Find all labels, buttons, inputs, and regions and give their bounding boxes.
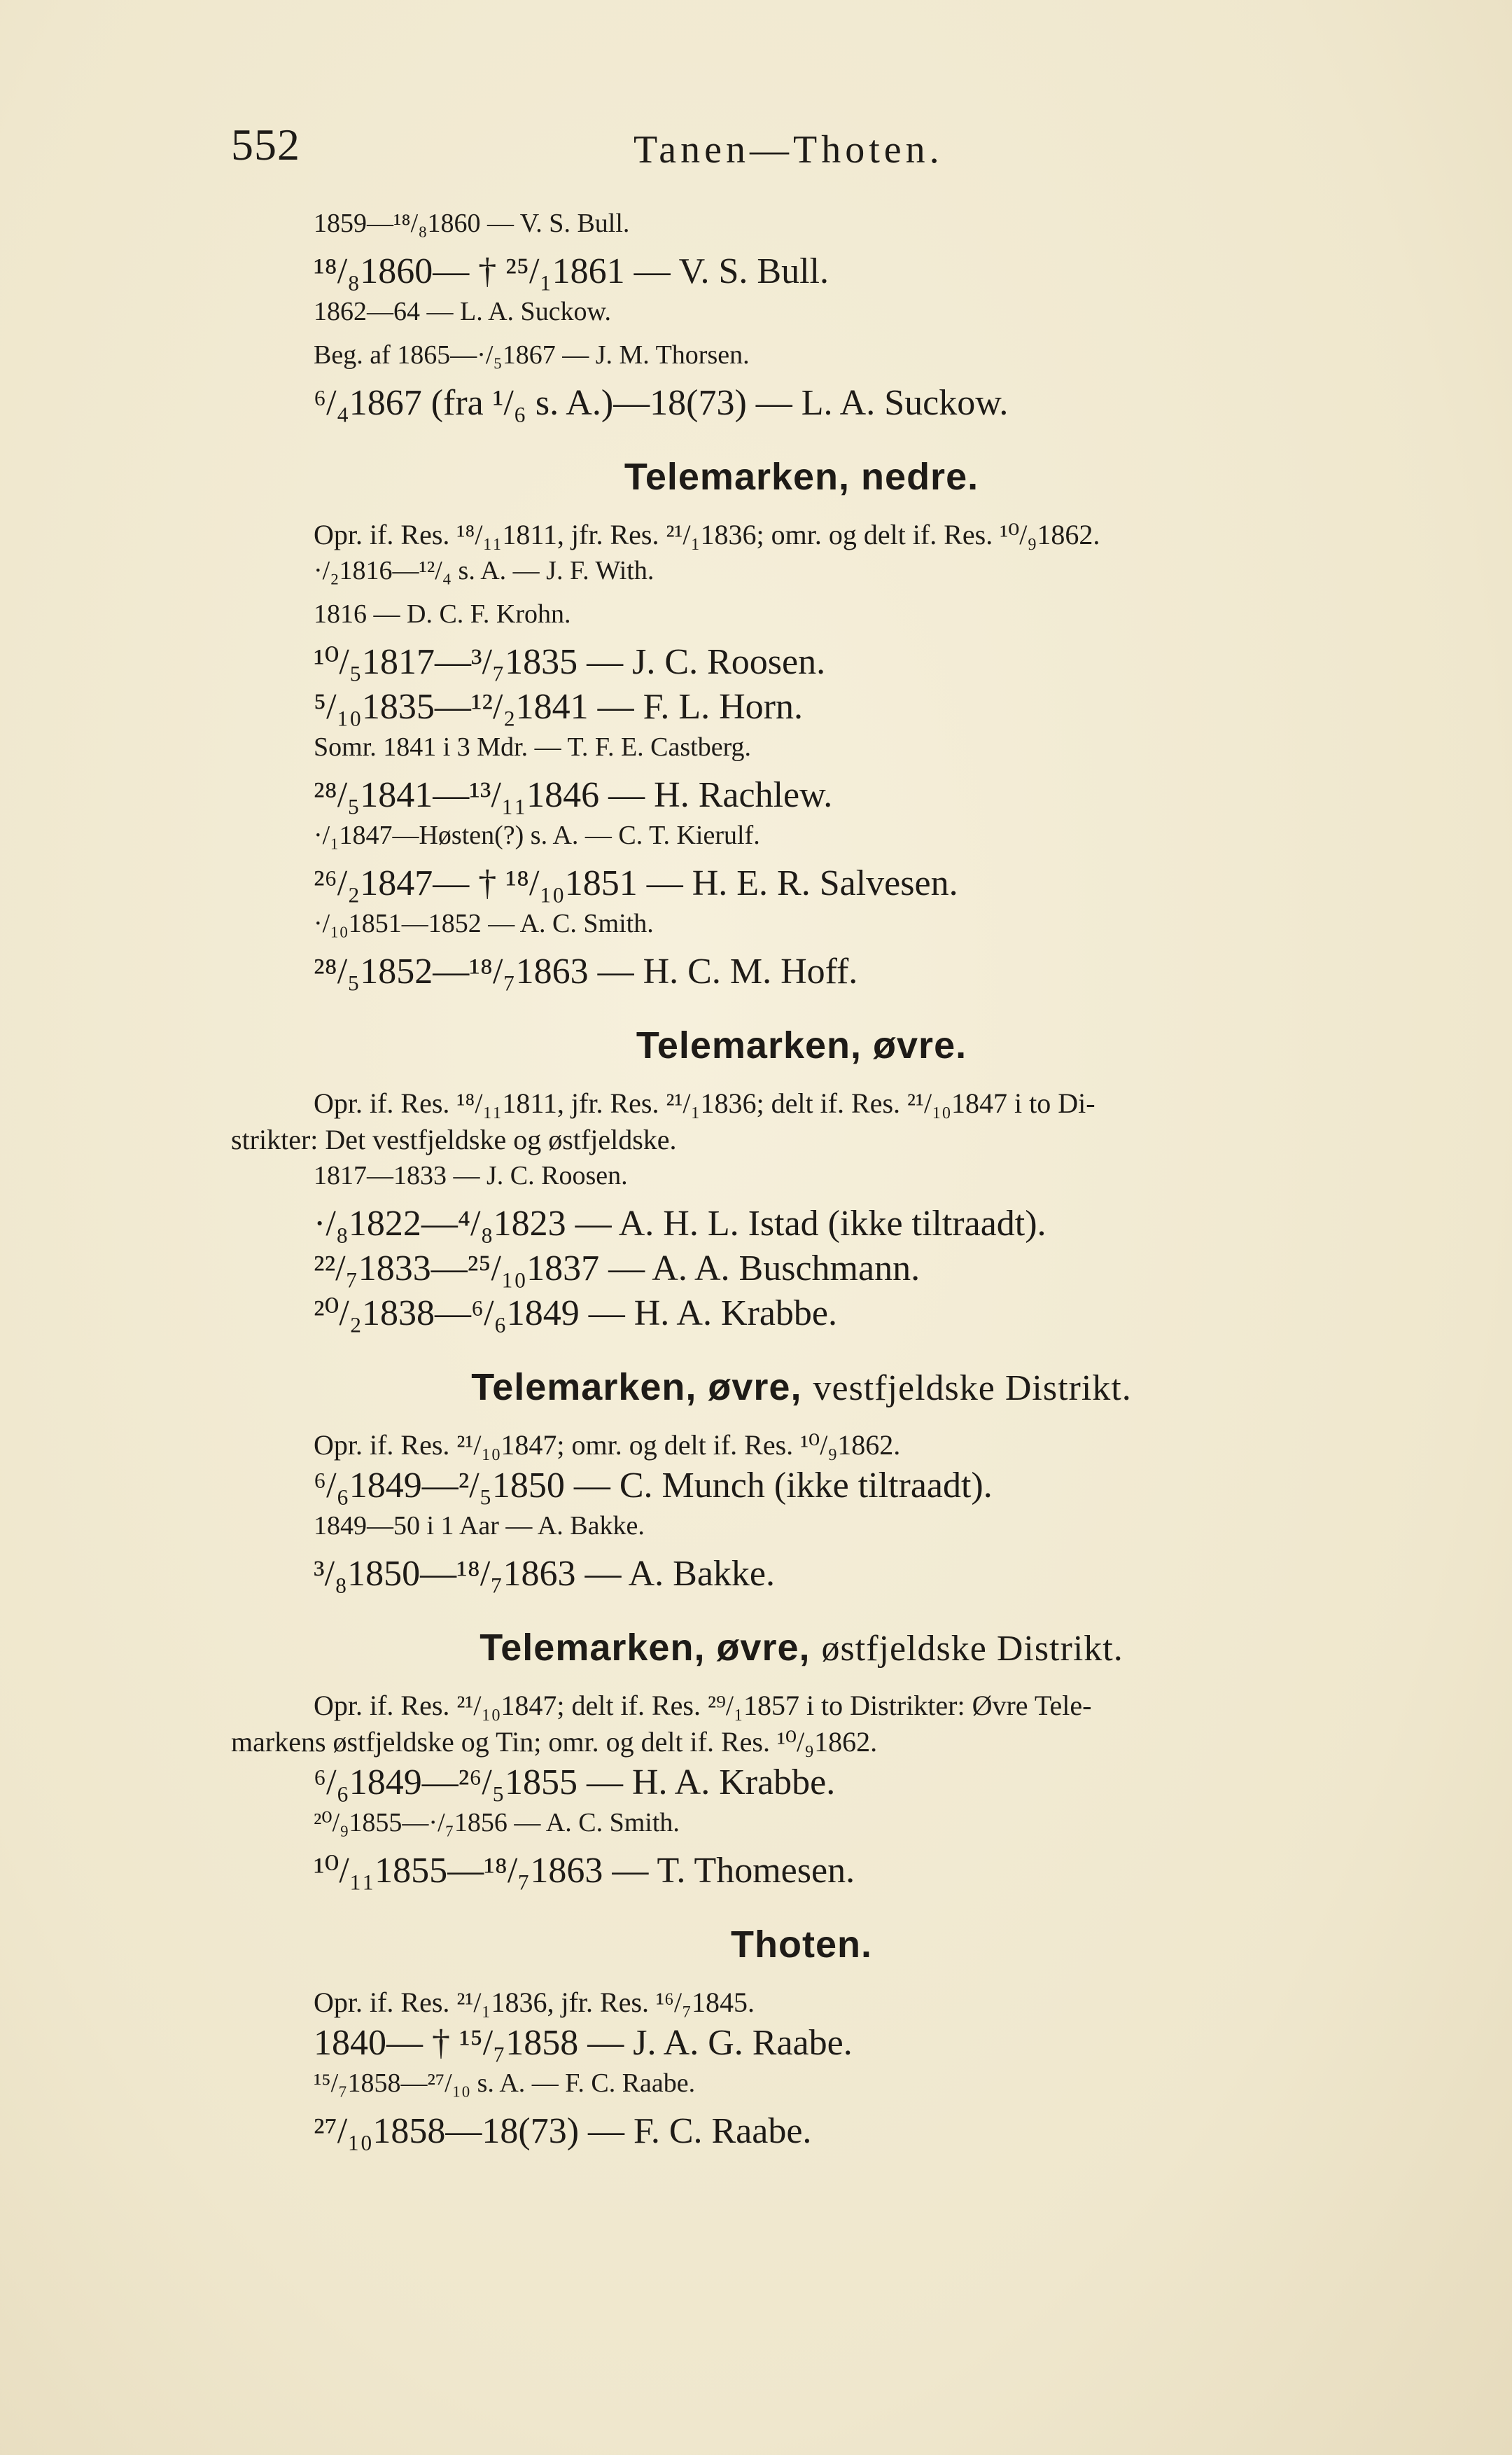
entry-line: ¹⁵/₇1858—²⁷/₁₀ s. A. — F. C. Raabe.	[314, 2068, 696, 2098]
note-line: Opr. if. Res. ²¹/₁1836, jfr. Res. ¹⁶/₇1845.	[314, 1987, 755, 2018]
section-telemarken-ovre-vest	[231, 1340, 1372, 1601]
section-heading: Telemarken, nedre.	[624, 456, 979, 498]
entry-line: ·/₈1822—⁴/₈1823 — A. H. L. Istad (ikke tiltraadt).	[314, 1204, 1046, 1244]
entry-line: ⁶/₆1849—²/₅1850 — C. Munch (ikke tiltraadt).	[314, 1466, 993, 1505]
entry-line: Somr. 1841 i 3 Mdr. — T. F. E. Castberg.	[314, 732, 752, 762]
entry-line: ²⁰/₂1838—⁶/₆1849 — H. A. Krabbe.	[314, 1293, 837, 1333]
entry-line: ·/₂1816—¹²/₄ s. A. — J. F. With.	[314, 556, 654, 585]
entry-line: 1817—1833 — J. C. Roosen.	[314, 1161, 628, 1190]
note-line: strikter: Det vestfjeldske og østfjeldske.	[231, 1124, 677, 1155]
entry-line: ²²/₇1833—²⁵/₁₀1837 — A. A. Buschmann.	[314, 1249, 920, 1288]
entry-line: ·/₁1847—Høsten(?) s. A. — C. T. Kierulf.	[314, 821, 760, 850]
entry-line: ⁶/₄1867 (fra ¹/₆ s. A.)—18(73) — L. A. Suckow.	[314, 383, 1009, 423]
section-heading-bold: Telemarken, øvre,	[479, 1627, 811, 1669]
note-line: markens østfjeldske og Tin; omr. og delt if. Res. ¹⁰/₉1862.	[231, 1726, 878, 1758]
entry-line: ³/₈1850—¹⁸/₇1863 — A. Bakke.	[314, 1554, 775, 1594]
entry-line: ⁶/₆1849—²⁶/₅1855 — H. A. Krabbe.	[314, 1762, 836, 1802]
entry-line: 1859—¹⁸/₈1860 — V. S. Bull.	[314, 209, 630, 238]
section-tanen	[231, 210, 1372, 430]
section-thoten	[231, 1898, 1372, 2158]
page-number: 552	[231, 120, 300, 169]
section-telemarken-ovre	[231, 999, 1372, 1340]
note-line: Opr. if. Res. ¹⁸/₁₁1811, jfr. Res. ²¹/₁1836; omr. og delt if. Res. ¹⁰/₉1862.	[314, 519, 1100, 550]
section-heading	[231, 1340, 1372, 1431]
entry-line: ²⁸/₅1852—¹⁸/₇1863 — H. C. M. Hoff.	[314, 952, 858, 992]
entry-line: ²⁶/₂1847— † ¹⁸/₁₀1851 — H. E. R. Salvesen.	[314, 863, 958, 903]
entry-line: ·/₁₀1851—1852 — A. C. Smith.	[314, 909, 654, 938]
entry-line: ¹⁰/₁₁1855—¹⁸/₇1863 — T. Thomesen.	[314, 1851, 855, 1891]
note-line: Opr. if. Res. ¹⁸/₁₁1811, jfr. Res. ²¹/₁1836; delt if. Res. ²¹/₁₀1847 i to Di-	[314, 1087, 1096, 1119]
section-heading-tail: østfjeldske Distrikt.	[821, 1629, 1124, 1669]
section-heading: Thoten.	[731, 1924, 872, 1966]
entry-line: 1840— † ¹⁵/₇1858 — J. A. G. Raabe.	[314, 2023, 853, 2063]
section-heading	[231, 1601, 1372, 1692]
page-header	[231, 112, 1365, 189]
note-line: Opr. if. Res. ²¹/₁₀1847; delt if. Res. ²⁹/₁1857 i to Distrikter: Øvre Tele-	[314, 1690, 1092, 1721]
entry-line: ¹⁸/₈1860— † ²⁵/₁1861 — V. S. Bull.	[314, 251, 829, 291]
entry-line: ²⁰/₉1855—·/₇1856 — A. C. Smith.	[314, 1808, 680, 1837]
section-telemarken-ovre-ost	[231, 1601, 1372, 1898]
entry-line: ⁵/₁₀1835—¹²/₂1841 — F. L. Horn.	[314, 687, 803, 727]
entry-line: ²⁸/₅1841—¹³/₁₁1846 — H. Rachlew.	[314, 775, 833, 815]
entry-line: Beg. af 1865—·/₅1867 — J. M. Thorsen.	[314, 340, 750, 370]
note-line: Opr. if. Res. ²¹/₁₀1847; omr. og delt if. Res. ¹⁰/₉1862.	[314, 1429, 901, 1461]
section-heading: Telemarken, øvre.	[636, 1024, 967, 1066]
entry-line: 1862—64 — L. A. Suckow.	[314, 297, 612, 326]
running-title: Tanen—Thoten.	[634, 128, 944, 172]
section-telemarken-nedre	[231, 430, 1372, 999]
entry-line: ¹⁰/₅1817—³/₇1835 — J. C. Roosen.	[314, 642, 826, 682]
entry-line: 1816 — D. C. F. Krohn.	[314, 599, 571, 629]
page-body	[231, 210, 1372, 2158]
entry-line: ²⁷/₁₀1858—18(73) — F. C. Raabe.	[314, 2111, 812, 2151]
section-heading-tail: vestfjeldske Distrikt.	[813, 1368, 1132, 1408]
section-heading-bold: Telemarken, øvre,	[471, 1366, 802, 1408]
entry-line: 1849—50 i 1 Aar — A. Bakke.	[314, 1511, 645, 1541]
